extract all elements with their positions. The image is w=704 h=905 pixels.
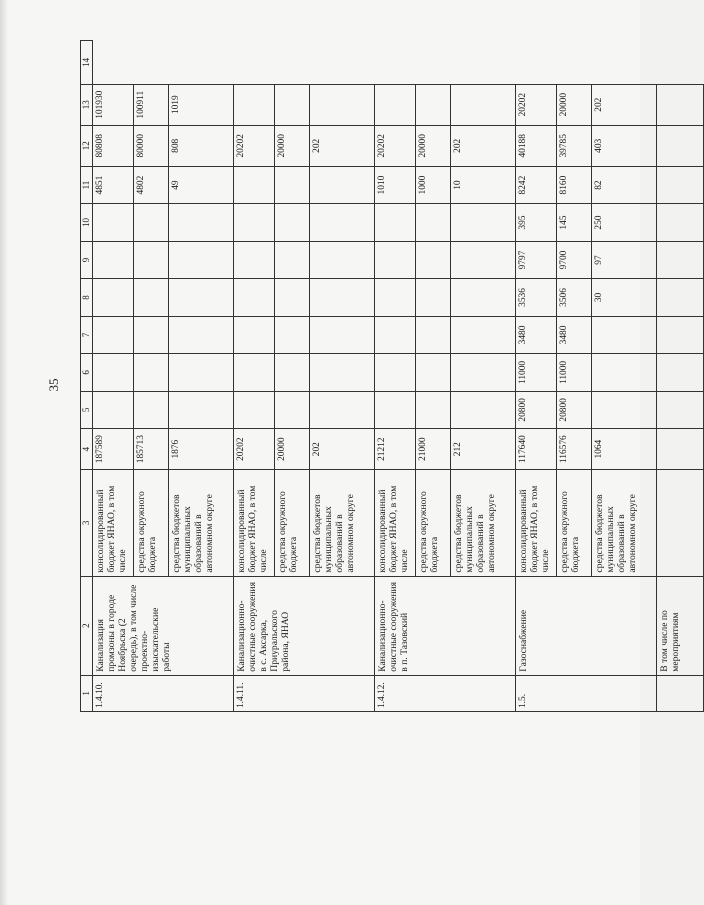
column-header: 1 xyxy=(81,675,93,711)
funding-source: средства бюджетов муниципальных образований в автономном округе xyxy=(592,470,657,576)
value-cell xyxy=(657,204,704,241)
value-cell xyxy=(310,241,375,278)
value-cell xyxy=(93,391,134,428)
value-cell xyxy=(234,84,275,125)
value-cell xyxy=(134,241,169,278)
row-name: Газоснабжение xyxy=(516,576,657,675)
funding-source: консолидированный бюджет ЯНАО, в том числе xyxy=(375,470,416,576)
value-cell: 49 xyxy=(169,166,234,203)
value-cell xyxy=(657,429,704,470)
scan-edge-shadow xyxy=(0,0,8,905)
value-cell xyxy=(234,241,275,278)
value-cell xyxy=(451,316,516,353)
row-name: Канализационно-очистные сооружения в п. Тазовский xyxy=(375,576,516,675)
value-cell: 187589 xyxy=(93,429,134,470)
value-cell: 202 xyxy=(592,84,657,125)
value-cell xyxy=(310,204,375,241)
funding-source: средства окружного бюджета xyxy=(416,470,451,576)
value-cell xyxy=(275,354,310,391)
row-name: Канализационно-очистные сооружения в с. Аксарка, Приуральского района, ЯНАО xyxy=(234,576,375,675)
value-cell xyxy=(451,84,516,125)
value-cell xyxy=(169,391,234,428)
value-cell: 1010 xyxy=(375,166,416,203)
row-code xyxy=(657,675,704,711)
value-cell: 10 xyxy=(451,166,516,203)
value-cell xyxy=(310,391,375,428)
value-cell xyxy=(275,316,310,353)
column-header: 8 xyxy=(81,279,93,316)
value-cell xyxy=(657,84,704,125)
table-row xyxy=(93,41,134,712)
value-cell: 3480 xyxy=(516,316,557,353)
value-cell: 20000 xyxy=(275,125,310,166)
funding-source: средства окружного бюджета xyxy=(557,470,592,576)
value-cell: 20202 xyxy=(234,125,275,166)
value-cell xyxy=(169,279,234,316)
value-cell: 20202 xyxy=(375,125,416,166)
value-cell: 117640 xyxy=(516,429,557,470)
value-cell xyxy=(234,166,275,203)
value-cell: 202 xyxy=(451,125,516,166)
value-cell xyxy=(169,316,234,353)
column-header: 13 xyxy=(81,84,93,125)
value-cell xyxy=(93,241,134,278)
value-cell xyxy=(657,354,704,391)
value-cell: 4851 xyxy=(93,166,134,203)
value-cell xyxy=(134,204,169,241)
budget-table-rotated xyxy=(80,40,682,712)
row-code: 1.4.10. xyxy=(93,675,234,711)
value-cell: 395 xyxy=(516,204,557,241)
column-header: 2 xyxy=(81,576,93,675)
value-cell xyxy=(93,204,134,241)
value-cell xyxy=(310,84,375,125)
value-cell xyxy=(592,391,657,428)
value-cell: 116576 xyxy=(557,429,592,470)
value-cell: 20000 xyxy=(557,84,592,125)
value-cell xyxy=(657,125,704,166)
value-cell xyxy=(134,354,169,391)
table-row xyxy=(657,41,704,712)
value-cell: 20202 xyxy=(516,84,557,125)
value-cell xyxy=(93,354,134,391)
funding-source: средства окружного бюджета xyxy=(134,470,169,576)
column-header: 9 xyxy=(81,241,93,278)
value-cell xyxy=(657,391,704,428)
value-cell xyxy=(657,316,704,353)
value-cell: 9700 xyxy=(557,241,592,278)
value-cell xyxy=(234,204,275,241)
value-cell xyxy=(375,316,416,353)
value-cell: 808 xyxy=(169,125,234,166)
value-cell: 97 xyxy=(592,241,657,278)
value-cell: 8160 xyxy=(557,166,592,203)
value-cell xyxy=(275,84,310,125)
row-name: В том числе по мероприятиям xyxy=(657,576,704,675)
column-header: 7 xyxy=(81,316,93,353)
value-cell xyxy=(416,241,451,278)
value-cell xyxy=(375,241,416,278)
value-cell: 20800 xyxy=(516,391,557,428)
value-cell xyxy=(93,316,134,353)
value-cell: 4802 xyxy=(134,166,169,203)
value-cell: 20000 xyxy=(275,429,310,470)
value-cell xyxy=(416,316,451,353)
value-cell xyxy=(451,354,516,391)
value-cell xyxy=(451,241,516,278)
value-cell: 3506 xyxy=(557,279,592,316)
table-row xyxy=(234,41,275,712)
value-cell xyxy=(416,279,451,316)
table-row xyxy=(375,41,416,712)
value-cell xyxy=(275,166,310,203)
value-cell xyxy=(592,316,657,353)
value-cell xyxy=(375,84,416,125)
value-cell: 40188 xyxy=(516,125,557,166)
value-cell xyxy=(451,391,516,428)
value-cell: 3480 xyxy=(557,316,592,353)
value-cell: 1019 xyxy=(169,84,234,125)
value-cell: 80808 xyxy=(93,125,134,166)
funding-source xyxy=(657,470,704,576)
funding-source: средства бюджетов муниципальных образований в автономном округе xyxy=(169,470,234,576)
value-cell xyxy=(169,354,234,391)
value-cell xyxy=(310,354,375,391)
row-code: 1.5. xyxy=(516,675,657,711)
value-cell: 403 xyxy=(592,125,657,166)
column-header: 6 xyxy=(81,354,93,391)
page-number: 35 xyxy=(46,378,61,392)
column-header: 5 xyxy=(81,391,93,428)
funding-source: средства бюджетов муниципальных образований в автономном округе xyxy=(310,470,375,576)
value-cell xyxy=(416,354,451,391)
value-cell xyxy=(275,391,310,428)
column-header: 3 xyxy=(81,470,93,576)
table-row xyxy=(516,41,557,712)
value-cell: 1876 xyxy=(169,429,234,470)
header-row xyxy=(81,41,93,712)
value-cell xyxy=(416,84,451,125)
value-cell: 101930 xyxy=(93,84,134,125)
value-cell: 202 xyxy=(310,429,375,470)
value-cell xyxy=(451,204,516,241)
value-cell: 1064 xyxy=(592,429,657,470)
value-cell: 100911 xyxy=(134,84,169,125)
funding-source: консолидированный бюджет ЯНАО, в том числе xyxy=(234,470,275,576)
value-cell xyxy=(416,204,451,241)
row-code: 1.4.12. xyxy=(375,675,516,711)
value-cell xyxy=(375,354,416,391)
value-cell xyxy=(657,166,704,203)
value-cell: 145 xyxy=(557,204,592,241)
value-cell xyxy=(93,279,134,316)
value-cell xyxy=(416,391,451,428)
value-cell: 250 xyxy=(592,204,657,241)
value-cell xyxy=(234,354,275,391)
value-cell xyxy=(451,279,516,316)
value-cell xyxy=(275,279,310,316)
funding-source: консолидированный бюджет ЯНАО, в том числе xyxy=(93,470,134,576)
value-cell xyxy=(234,391,275,428)
value-cell: 202 xyxy=(310,125,375,166)
budget-table xyxy=(80,40,704,712)
value-cell xyxy=(310,166,375,203)
funding-source: средства окружного бюджета xyxy=(275,470,310,576)
value-cell xyxy=(169,241,234,278)
value-cell xyxy=(275,204,310,241)
column-header: 14 xyxy=(81,41,93,85)
row-name: Канализация промзоны в городе Ноябрьска (2 очередь), в том числе проектно-изыскательские работы xyxy=(93,576,234,675)
value-cell: 30 xyxy=(592,279,657,316)
row-code: 1.4.11. xyxy=(234,675,375,711)
value-cell: 11000 xyxy=(516,354,557,391)
funding-source: средства бюджетов муниципальных образований в автономном округе xyxy=(451,470,516,576)
value-cell: 82 xyxy=(592,166,657,203)
value-cell xyxy=(657,279,704,316)
value-cell: 1000 xyxy=(416,166,451,203)
value-cell xyxy=(310,316,375,353)
column-header: 11 xyxy=(81,166,93,203)
value-cell: 9797 xyxy=(516,241,557,278)
value-cell: 8242 xyxy=(516,166,557,203)
value-cell: 3536 xyxy=(516,279,557,316)
value-cell xyxy=(169,204,234,241)
value-cell: 185713 xyxy=(134,429,169,470)
value-cell xyxy=(234,316,275,353)
value-cell xyxy=(375,391,416,428)
value-cell xyxy=(375,279,416,316)
funding-source: консолидированный бюджет ЯНАО, в том числе xyxy=(516,470,557,576)
value-cell xyxy=(134,279,169,316)
value-cell xyxy=(134,316,169,353)
value-cell: 21000 xyxy=(416,429,451,470)
value-cell xyxy=(134,391,169,428)
value-cell xyxy=(310,279,375,316)
column-header: 12 xyxy=(81,125,93,166)
value-cell: 21212 xyxy=(375,429,416,470)
column-header: 4 xyxy=(81,429,93,470)
value-cell: 11000 xyxy=(557,354,592,391)
value-cell: 39785 xyxy=(557,125,592,166)
value-cell xyxy=(375,204,416,241)
column-header: 10 xyxy=(81,204,93,241)
value-cell: 212 xyxy=(451,429,516,470)
value-cell: 20800 xyxy=(557,391,592,428)
value-cell xyxy=(657,241,704,278)
value-cell: 20202 xyxy=(234,429,275,470)
value-cell: 80000 xyxy=(134,125,169,166)
value-cell: 20000 xyxy=(416,125,451,166)
table-body xyxy=(93,41,704,712)
value-cell xyxy=(275,241,310,278)
value-cell xyxy=(234,279,275,316)
value-cell xyxy=(592,354,657,391)
